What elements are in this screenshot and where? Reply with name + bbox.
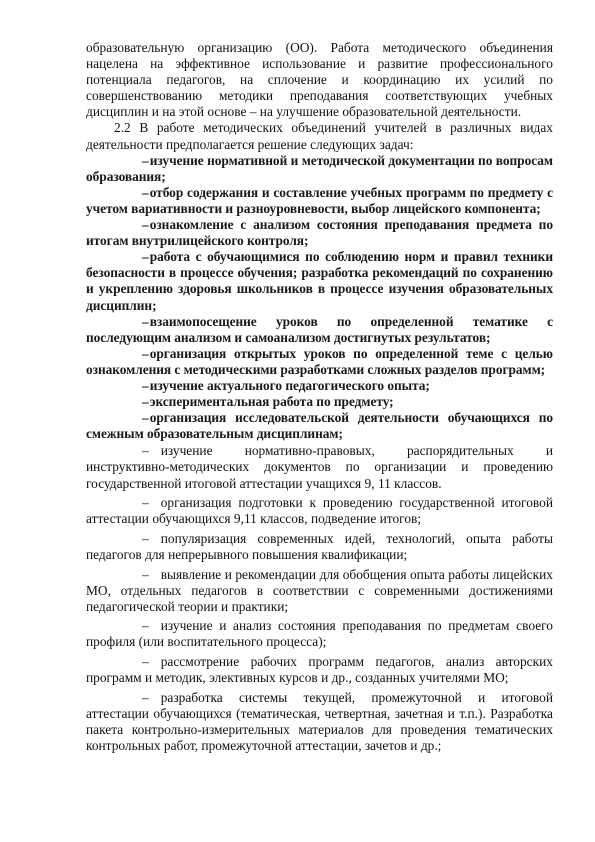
list-item: –изучение нормативной и методической документации по вопросам образования; (86, 152, 553, 184)
dash-bullet: – (142, 410, 149, 426)
list-item: –отбор содержания и составление учебных программ по предмету с учетом вариативности и разноуровневости, выбор лицейского компонента; (86, 184, 553, 216)
document-page (86, 40, 553, 758)
list-item: – изучение нормативно-правовых, распорядительных и инструктивно-методических документов по организации и проведению государственной итоговой аттестации учащихся 9, 11 классов. (86, 443, 553, 491)
list-item: –работа с обучающимися по соблюдению норм и правил техники безопасности в процессе обучения; разработка рекомендаций по сохранению и укреплению здоровья школьников в процессе изучения образовательных дисциплин; (86, 249, 553, 313)
dash-bullet: – (142, 313, 149, 329)
dash-bullet: – (142, 566, 149, 582)
dash-bullet: – (142, 184, 149, 200)
list-item: –организация исследовательской деятельности обучающихся по смежным образовательным дисциплинам; (86, 410, 553, 442)
task-list-typed (86, 443, 553, 754)
list-item: – разработка системы текущей, промежуточной и итоговой аттестации обучающихся (тематическая, четвертная, зачетная и т.п.). Разработка пакета контрольно-измерительных материалов для проведения тематических контрольных работ, промежуточной аттестации, зачетов и др.; (86, 689, 553, 753)
list-item: – выявление и рекомендации для обобщения опыта работы лицейских МО, отдельных педагогов в соответствии с современными достижениями педагогической теории и практики; (86, 566, 553, 614)
dash-bullet: – (142, 249, 149, 265)
dash-bullet: – (142, 345, 149, 361)
dash-bullet: – (142, 443, 149, 459)
section-paragraph: 2.2 В работе методических объединений учителей в различных видах деятельности предполагается решение следующих задач: (86, 120, 553, 152)
dash-bullet: – (142, 653, 149, 669)
dash-bullet: – (142, 217, 149, 233)
task-list-scanned (86, 153, 553, 443)
list-item: – изучение и анализ состояния преподавания по предметам своего профиля (или воспитательного процесса); (86, 618, 553, 650)
list-item: –экспериментальная работа по предмету; (86, 394, 553, 410)
dash-bullet: – (142, 530, 149, 546)
list-item: –взаимопосещение уроков по определенной тематике с последующим анализом и самоанализом достигнутых результатов; (86, 313, 553, 345)
dash-bullet: – (142, 152, 149, 168)
dash-bullet: – (142, 689, 149, 705)
list-item: – рассмотрение рабочих программ педагогов, анализ авторских программ и методик, элективных курсов и др., созданных учителями МО; (86, 653, 553, 686)
list-item: –ознакомление с анализом состояния преподавания предмета по итогам внутрилицейского контроля; (86, 217, 553, 249)
list-item: – организация подготовки к проведению государственной итоговой аттестации обучающихся 9,11 классов, подведение итогов; (86, 495, 553, 527)
dash-bullet: – (142, 394, 149, 410)
list-item: – популяризация современных идей, технологий, опыта работы педагогов для непрерывного повышения квалификации; (86, 530, 553, 562)
intro-paragraph: образовательную организацию (ОО). Работа методического объединения нацелена на эффективное использование и развитие профессионального потенциала педагогов, на сплочение и координацию их усилий по совершенствованию методики преподавания соответствующих учебных дисциплин и на этой основе – на улучшение образовательной деятельности. (86, 40, 553, 120)
dash-bullet: – (142, 495, 149, 511)
dash-bullet: – (142, 618, 149, 634)
list-item: –изучение актуального педагогического опыта; (86, 378, 553, 394)
dash-bullet: – (142, 377, 149, 393)
list-item: –организация открытых уроков по определенной теме с целью ознакомления с методическими разработками сложных разделов программ; (86, 345, 553, 377)
